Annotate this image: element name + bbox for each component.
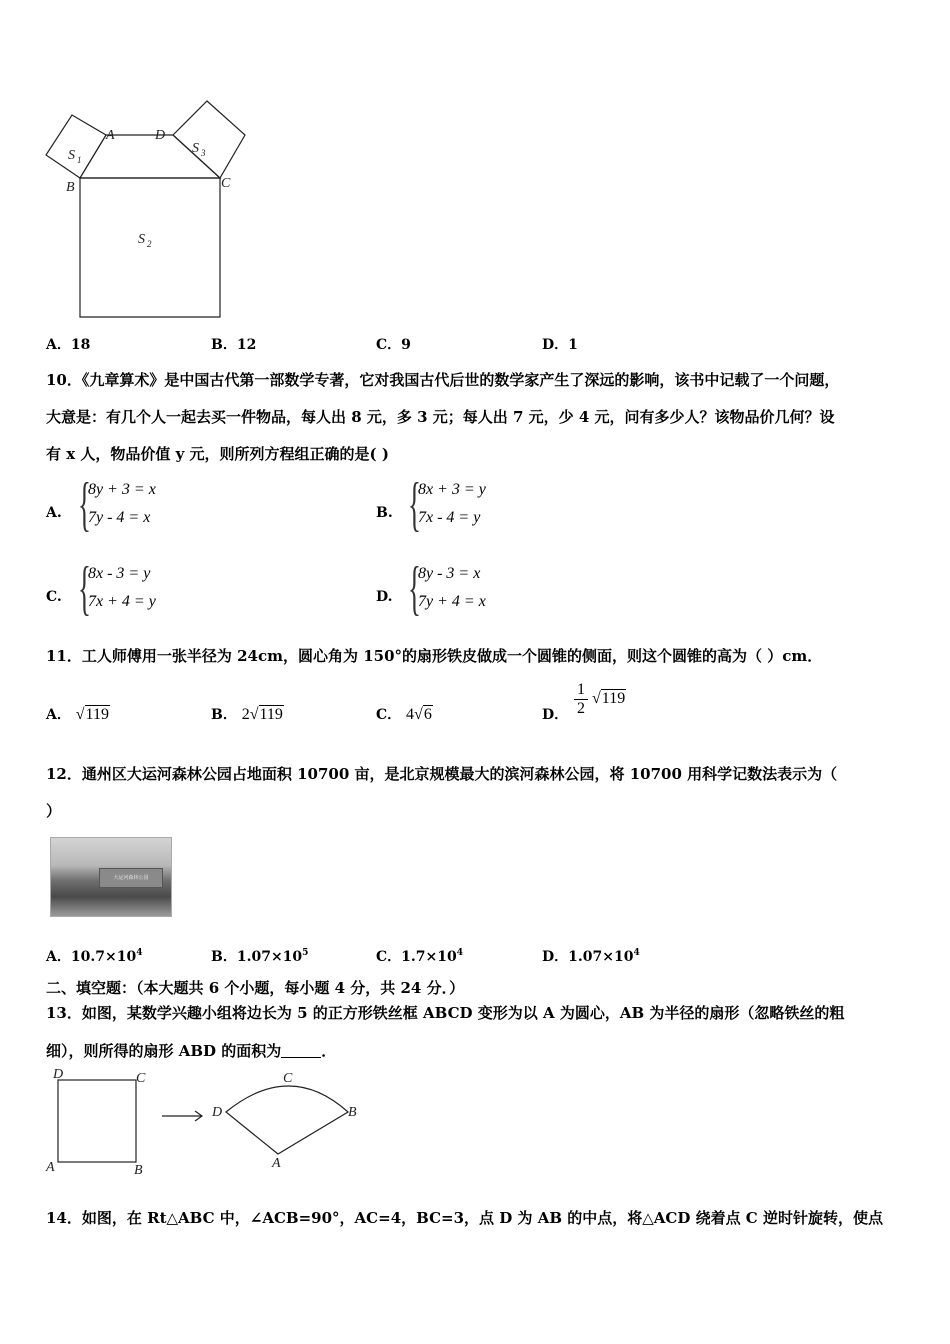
q11-option-a: A． √119 [46,706,109,723]
q10-a-eq2: 7y - 4 = x [88,509,151,526]
q9-option-a: A．18 [46,337,91,353]
q12-line2: ） [46,802,62,820]
q10-option-a-label: A. [46,505,62,521]
park-sign: 大运河森林公园 [99,868,163,888]
q10-option-b-label: B. [376,505,393,521]
q10-c-eq2: 7x + 4 = y [88,593,156,610]
park-photo [50,837,172,917]
q10-line1: 10．《九章算术》是中国古代第一部数学专著，它对我国古代后世的数学家产生了深远的影响，该书中记载了一个问题， [46,371,840,389]
label-s1-sub: 1 [77,155,82,165]
q14-line1: 14．如图，在 Rt△ABC 中，∠ACB=90°，AC=4，BC=3，点 D 为 AB 的中点，将△ACD 绕着点 C 逆时针旋转，使点 [46,1209,883,1227]
q12-option-d: D．$1.07\times 10^4$ [542,948,640,965]
q11-d-fraction: 1 2 [574,681,588,718]
q10-a-eq1: 8y + 3 = x [88,481,156,498]
q10-d-eq1: 8y - 3 = x [418,565,481,582]
label-s2: S [138,232,145,247]
label-d: D [155,128,166,143]
q10-line2: 大意是：有几个人一起去买一件物品，每人出 8 元，多 3 元；每人出 7 元，少 4 元，问有多少人？该物品价几何？设 [46,408,835,426]
sec-label-a: A [272,1156,281,1171]
q10-c-eq1: 8x - 3 = y [88,565,151,582]
q11-option-c: C． 4√6 [376,706,432,723]
q10-d-eq2: 7y + 4 = x [418,593,486,610]
sec-label-b: B [348,1105,357,1120]
q12-option-a: A．$10.7\times 10^4$ [46,948,143,965]
sq-label-b: B [134,1163,143,1178]
label-s1: S [68,148,75,163]
square-s1 [46,115,106,178]
label-b: B [66,180,75,195]
label-s3-sub: 3 [201,148,206,158]
sector-abd [226,1086,348,1154]
sq-label-d: D [53,1068,64,1082]
sec-label-d: D [212,1105,223,1120]
label-c: C [221,176,231,191]
q10-option-d-label: D. [376,589,393,605]
sec-label-c: C [283,1071,293,1086]
q12-line1: 12．通州区大运河森林公园占地面积 10700 亩，是北京规模最大的滨河森林公园，将 10700 用科学记数法表示为（ [46,765,838,783]
label-s3: S [192,141,199,156]
brace-a: { [78,471,91,537]
label-s2-sub: 2 [147,239,152,249]
q12-option-c: C．$1.7\times 10^4$ [376,948,463,965]
answer-blank [281,1043,321,1058]
sq-label-c: C [136,1071,146,1086]
q9-option-d: D．1 [542,337,578,353]
q11-option-b: B． 2√119 [211,706,283,723]
q9-option-c: C．9 [376,337,411,353]
brace-b: { [408,471,421,537]
q11-d-sqrt: √119 [592,690,626,707]
q9-option-b: B．12 [211,337,257,353]
q13-line2: 细），则所得的扇形 ABD 的面积为 ． [46,1042,337,1060]
section-2-title: 二、填空题：（本大题共 6 个小题，每小题 4 分，共 24 分．） [46,979,465,997]
q10-b-eq2: 7x - 4 = y [418,509,481,526]
trapezoid-abcd [80,135,220,178]
question-9-figure [40,95,255,325]
q10-b-eq1: 8x + 3 = y [418,481,486,498]
label-a: A [106,128,115,143]
square-s3 [173,101,245,178]
q11-text: 11．工人师傅用一张半径为 24cm，圆心角为 150°的扇形铁皮做成一个圆锥的侧面，则这个圆锥的高为（ ）cm． [46,647,823,665]
brace-c: { [78,555,91,621]
q10-line3: 有 x 人，物品价值 y 元，则所列方程组正确的是( ) [46,445,389,463]
q12-option-b: B．$1.07\times 10^5$ [211,948,309,965]
brace-d: { [408,555,421,621]
sq-label-a: A [46,1160,55,1175]
square-abcd [58,1080,136,1162]
q10-option-c-label: C. [46,589,62,605]
question-13-figure [40,1068,370,1178]
q11-option-d-label: D． [542,707,569,723]
q13-line1: 13．如图，某数学兴趣小组将边长为 5 的正方形铁丝框 ABCD 变形为以 A 为圆心，AB 为半径的扇形（忽略铁丝的粗 [46,1004,845,1022]
